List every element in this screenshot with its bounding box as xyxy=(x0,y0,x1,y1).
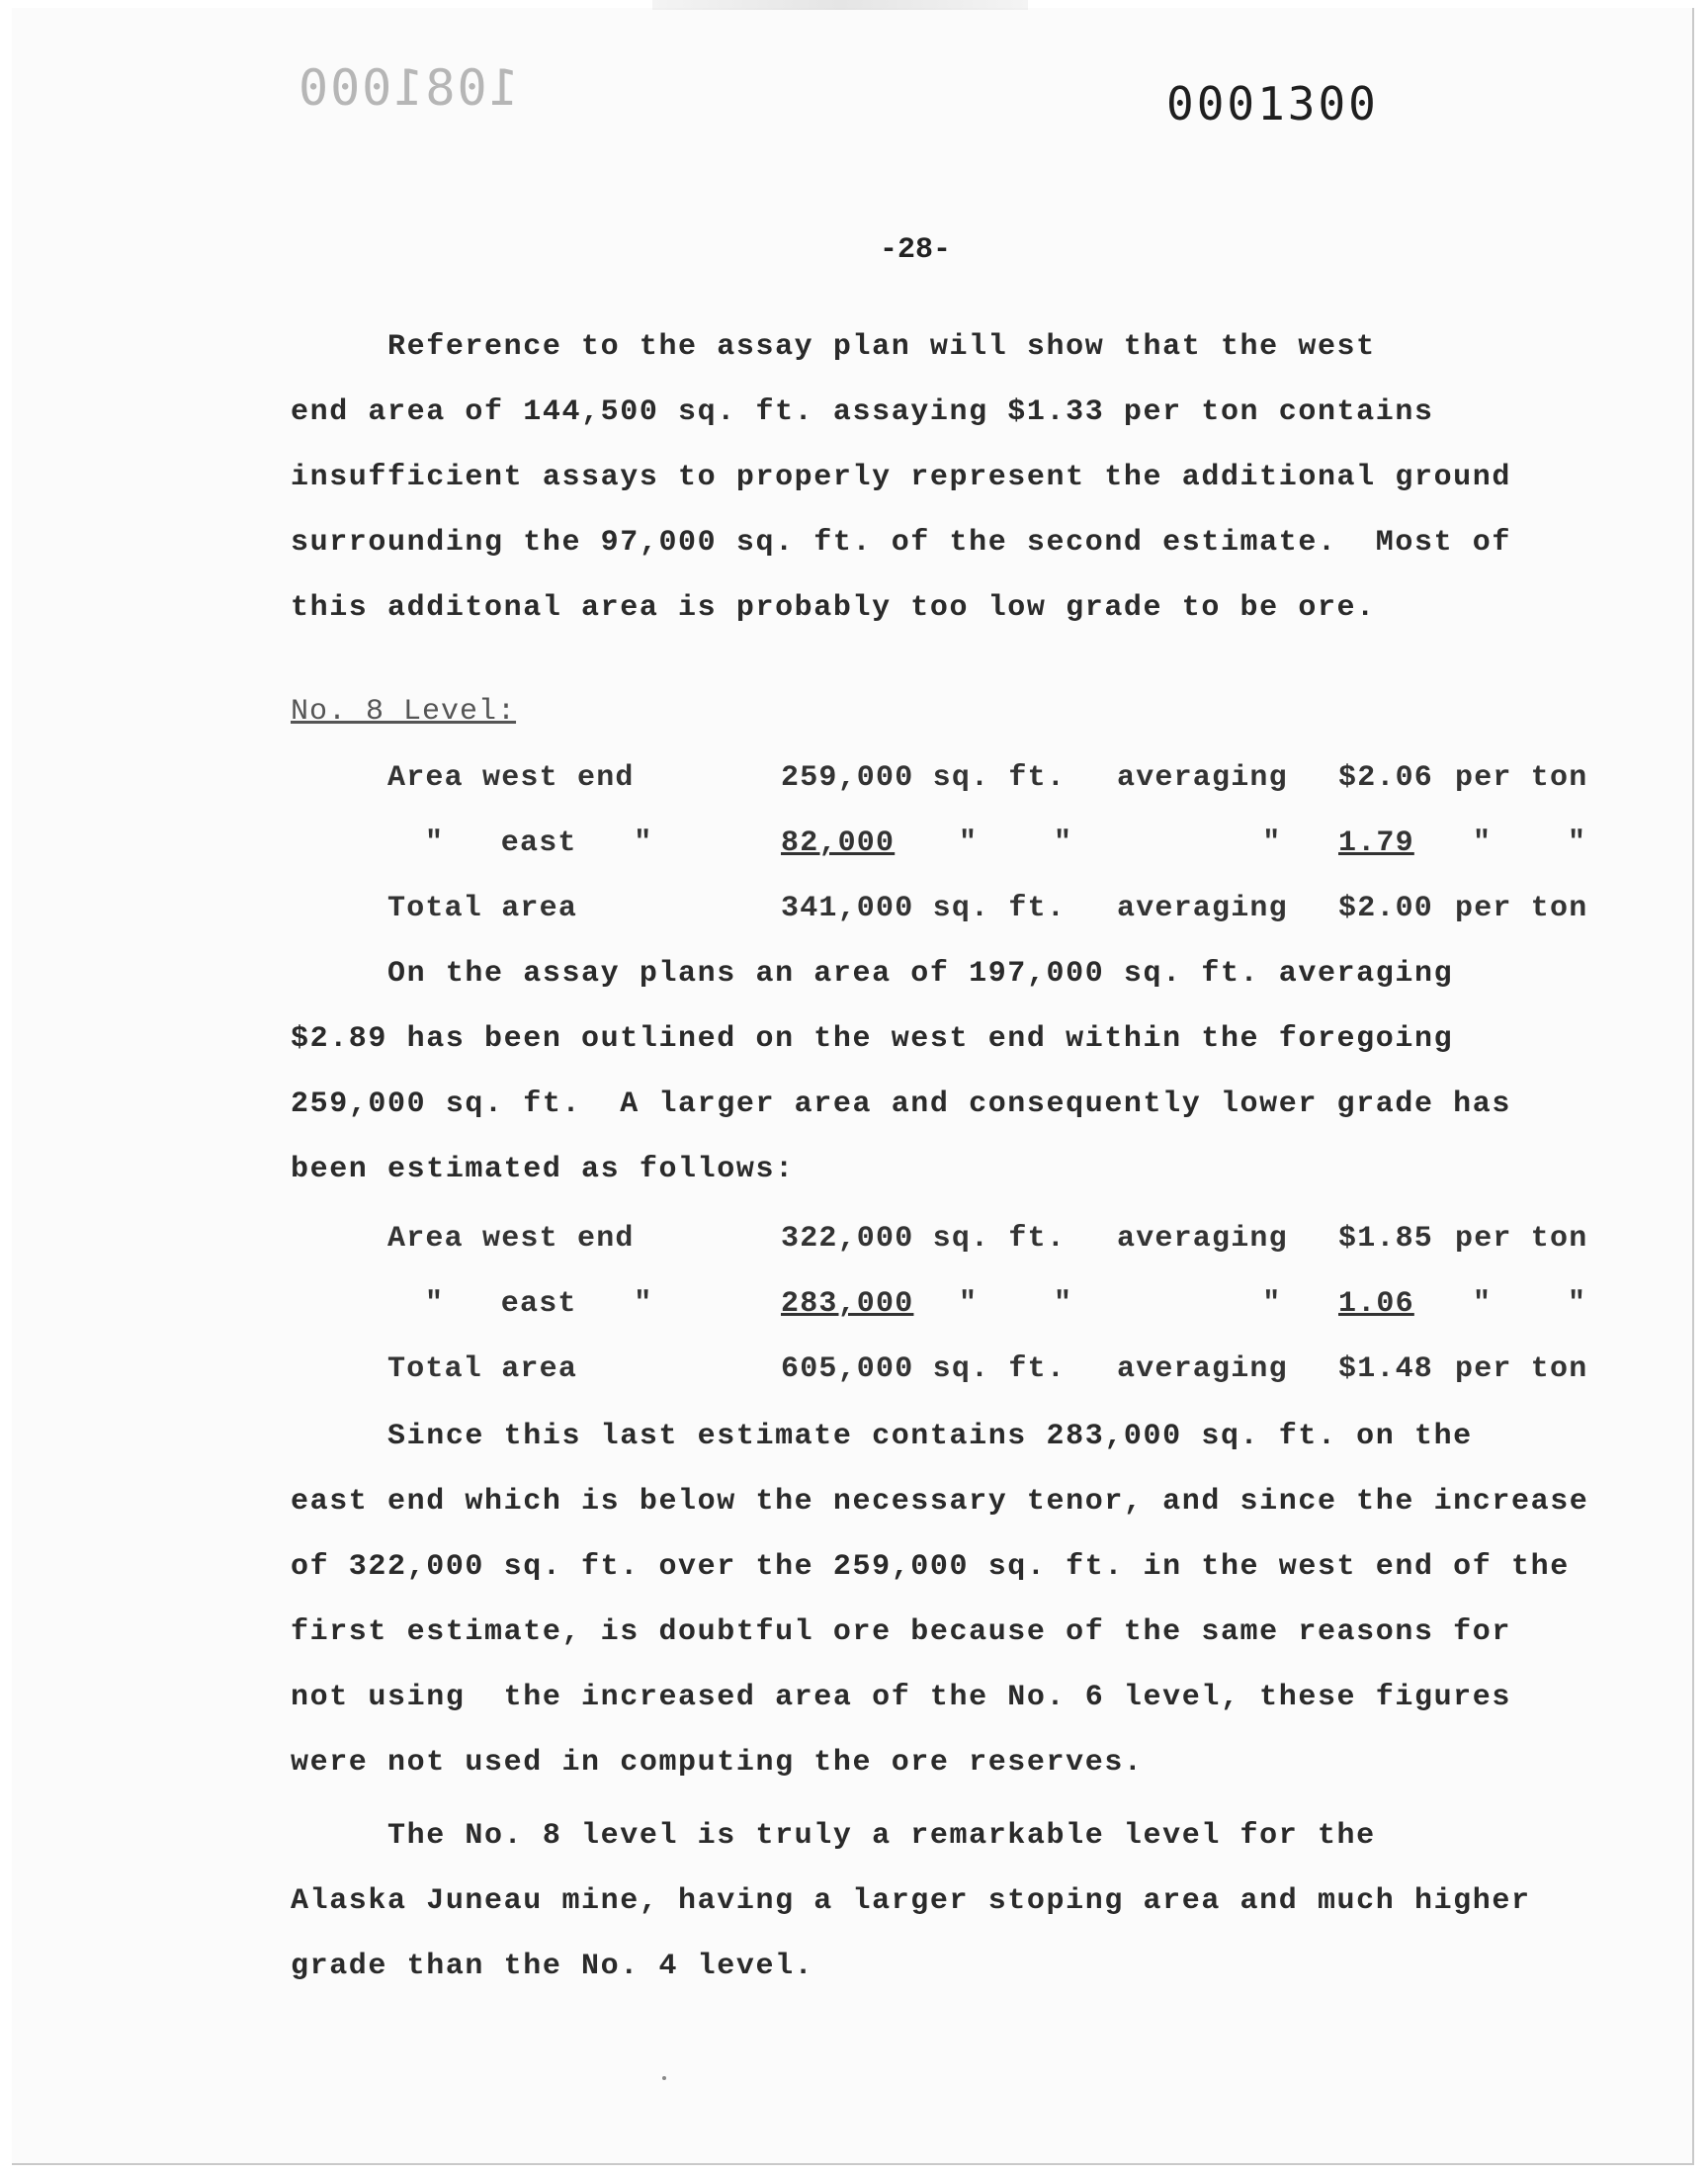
paragraph1-line: surrounding the 97,000 sq. ft. of the second estimate. Most of xyxy=(291,526,1511,560)
table-row-unit: per ton xyxy=(1455,761,1588,795)
paragraph3-line: of 322,000 sq. ft. over the 259,000 sq. ft. in the west end of the xyxy=(291,1550,1570,1584)
paragraph1-line: this additonal area is probably too low grade to be ore. xyxy=(291,591,1376,625)
paragraph1-line: Reference to the assay plan will show that the west xyxy=(291,330,1376,364)
table-row-unit: per ton xyxy=(1455,892,1588,925)
table-row-value: $1.48 xyxy=(1338,1352,1434,1386)
table-row-area: 283,000 xyxy=(781,1287,914,1321)
table-row-area: 605,000 sq. ft. xyxy=(781,1352,1067,1386)
table-row-unit: " " xyxy=(1473,1287,1587,1321)
paragraph2-line: $2.89 has been outlined on the west end within the foregoing xyxy=(291,1022,1454,1056)
paragraph4-line: grade than the No. 4 level. xyxy=(291,1950,814,1983)
table-row-area: 259,000 sq. ft. xyxy=(781,761,1067,795)
table-row-avg: averaging xyxy=(1117,892,1288,925)
table-row-value: $2.06 xyxy=(1338,761,1434,795)
table-row-unit: per ton xyxy=(1455,1222,1588,1256)
paragraph2-line: been estimated as follows: xyxy=(291,1153,795,1186)
paragraph3-line: Since this last estimate contains 283,000 sq. ft. on the xyxy=(291,1420,1473,1453)
paragraph2-line: On the assay plans an area of 197,000 sq. ft. averaging xyxy=(291,957,1454,991)
table-row-label: Total area xyxy=(387,1352,578,1386)
table-row-unit: per ton xyxy=(1455,1352,1588,1386)
section-heading: No. 8 Level: xyxy=(291,695,517,729)
paragraph3-line: east end which is below the necessary tenor, and since the increase xyxy=(291,1485,1589,1519)
table-row-avg: " " " xyxy=(959,826,1282,860)
table-row-unit: " " xyxy=(1473,826,1587,860)
paragraph3-line: not using the increased area of the No. 6 level, these figures xyxy=(291,1681,1511,1714)
paragraph3-line: first estimate, is doubtful ore because of the same reasons for xyxy=(291,1615,1511,1649)
paragraph1-line: end area of 144,500 sq. ft. assaying $1.33 per ton contains xyxy=(291,395,1434,429)
table-row-label: Area west end xyxy=(387,1222,635,1256)
mirrored-stamp-number: 1081000 xyxy=(297,59,519,117)
table-row-area: 82,000 xyxy=(781,826,896,860)
paragraph2-line: 259,000 sq. ft. A larger area and consequently lower grade has xyxy=(291,1088,1511,1121)
table-row-value: 1.06 xyxy=(1338,1287,1414,1321)
table-row-value: $2.00 xyxy=(1338,892,1434,925)
table-row-label: " east " xyxy=(425,1287,653,1321)
table-row-area: 322,000 sq. ft. xyxy=(781,1222,1067,1256)
paragraph3-line: were not used in computing the ore reserves. xyxy=(291,1746,1144,1780)
scan-artifact xyxy=(652,0,1028,10)
table-row-avg: " " " xyxy=(959,1287,1282,1321)
table-row-avg: averaging xyxy=(1117,1352,1288,1386)
table-row-label: Total area xyxy=(387,892,578,925)
paragraph1-line: insufficient assays to properly represent the additional ground xyxy=(291,461,1511,494)
paragraph4-line: The No. 8 level is truly a remarkable level for the xyxy=(291,1819,1376,1853)
page-number: -28- xyxy=(880,233,952,267)
table-row-label: " east " xyxy=(425,826,653,860)
table-row-value: 1.79 xyxy=(1338,826,1414,860)
scan-speck xyxy=(662,2076,666,2080)
table-row-avg: averaging xyxy=(1117,1222,1288,1256)
document-stamp-number: 0001300 xyxy=(1166,77,1379,130)
table-row-value: $1.85 xyxy=(1338,1222,1434,1256)
table-row-area: 341,000 sq. ft. xyxy=(781,892,1067,925)
table-row-label: Area west end xyxy=(387,761,635,795)
paragraph4-line: Alaska Juneau mine, having a larger stoping area and much higher xyxy=(291,1884,1531,1918)
table-row-avg: averaging xyxy=(1117,761,1288,795)
